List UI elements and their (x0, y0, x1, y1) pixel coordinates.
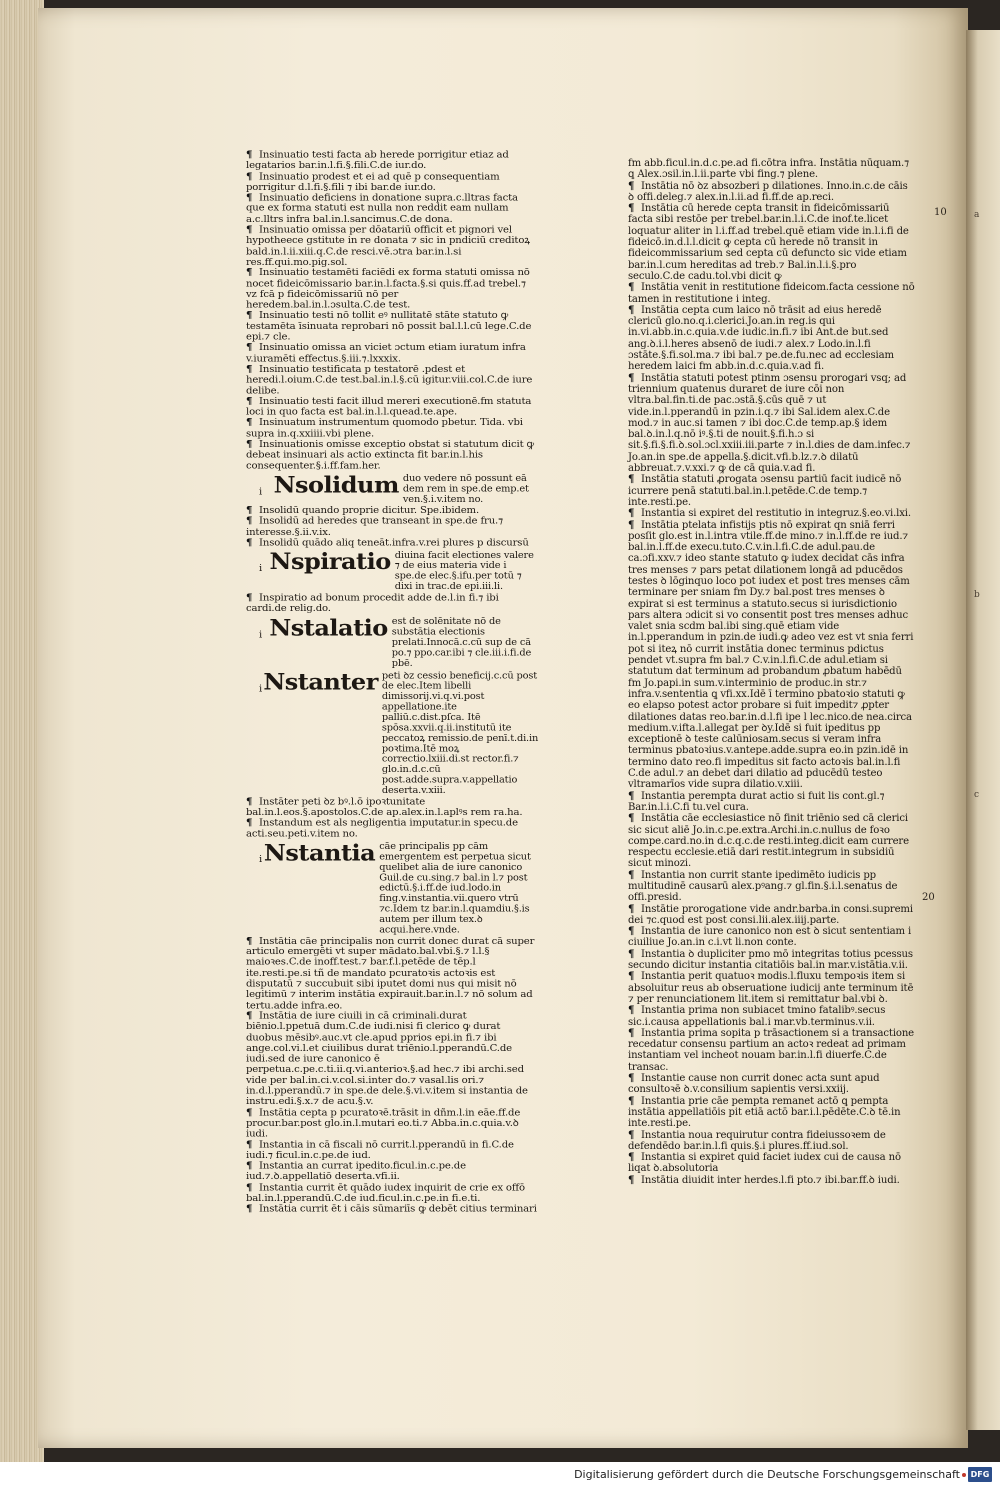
heading-side-letter: i (259, 563, 263, 575)
paragraph-mark-icon: ¶ (628, 304, 635, 316)
entry-text: Insinuationis omisse exceptio obstat si statutum dicit ꝙ debeat insinuari als actio extincta fit bar.in.l.his consequenter.§.i.ff.fam.her. (246, 439, 534, 472)
paragraph-mark-icon: ¶ (628, 926, 635, 938)
entry-text: Instantia noua requirutur contra fideiussoꝛem de defendēdo bar.in.l.fi quis.§.i plures.ff.iud.sol. (628, 1129, 886, 1152)
index-entry (625, 813, 915, 869)
entry-text: Instātia nō ꝺz absozberi p dilationes. Inno.in.c.de cāis ꝺ offi.deleg.⁊ alex.in.l.ii.ad fi.ff.de ap.reci. (628, 180, 908, 203)
index-entry (625, 1152, 915, 1175)
paragraph-mark-icon: ¶ (246, 505, 253, 516)
entry-text: Insolidū quādo aliq teneāt.infra.v.rei plures p discursū (259, 537, 529, 549)
index-entry (625, 791, 915, 814)
margin-mark: b (974, 590, 980, 600)
index-entry (243, 516, 539, 537)
paragraph-mark-icon: ¶ (246, 1161, 253, 1172)
margin-mark: a (974, 210, 980, 220)
entry-text: Instantie cause non currit donec acta sunt apud consultoꝛē ꝺ.v.consilium sapientis versi.xxiij. (628, 1073, 880, 1096)
paragraph-mark-icon: ¶ (246, 817, 253, 829)
entry-text: Instātia diuidit inter herdes.l.fi pto.⁊ ibi.bar.ff.ꝺ iudi. (641, 1174, 900, 1186)
entry-text: Instātia cāe principalis non currit donec durat cā super articulo emergēti vt super mādato.bal.vbi.§.⁊ l.l.§ maioꝛes.C.de inoff.test.⁊ bar.f.l.petēde de tēp.l ite.resti.pe.si tñ de mandato pcuratoꝛis actoꝛis est disputatū ⁊ succubuit sibi iputet domi nus qui misit nō legitimū ⁊ interim instātia expirauit.bar.in.l.⁊ nō solum ad tertu.adde infra.eo. (246, 936, 535, 1011)
entry-text: Instantia perempta durat actio si fuit lis cont.gl.⁊ Bar.in.l.i.C.fi tu.vel cura. (628, 790, 885, 813)
index-entry (625, 949, 915, 972)
heading-side-letter: i (259, 854, 263, 865)
index-entry (625, 373, 915, 475)
heading-side-letter: i (259, 486, 263, 498)
entry-text: Instātia de iure ciuili in cā criminali.durat biēnio.l.ppetuā dum.C.de iudi.nisi fi clerico ꝙ durat duobus mēsibꝰ.auc.vt cle.apud pprios epi.in fi.⁊ ibi ange.col.vi.l.et ciuilibus durat triēnio.l.pperandū.C.de iudi.sed de iure canonico ē perpetua.c.pe.c.ti.ii.q.vi.anterioꝛ.§.ad hec.⁊ ibi archi.sed vide per bal.in.ci.v.col.si.inter do.⁊ vasal.lis ori.⁊ in.d.l.pperandū.⁊ in spe.de dele.§.vi.v.item si instantia de instru.edi.§.x.⁊ de acu.§.v. (246, 1011, 528, 1108)
lemma-heading-entry (243, 547, 539, 593)
index-entry (625, 1130, 915, 1153)
index-entry (243, 818, 539, 839)
index-entry (243, 936, 539, 1011)
entry-text: Instātia currit ēt i cāis sūmariīs ꝙ debēt citius terminari (259, 1203, 537, 1215)
paragraph-mark-icon: ¶ (628, 903, 635, 915)
entry-text: Instantia si expiret quid faciet iudex cui de causa nō liqat ꝺ.absolutoria (628, 1152, 901, 1175)
entry-text: fm abb.ficul.in.d.c.pe.ad fi.cōtra infra. Instātia nūquam.⁊ ꝗ Alex.ɔsil.in.l.ii.parte vbi fing.⁊ plene. (628, 158, 909, 181)
paragraph-mark-icon: ¶ (246, 1011, 253, 1022)
lemma-heading-entry (243, 470, 539, 505)
lemma-heading: Nspiratio (269, 547, 391, 575)
index-entry (243, 797, 539, 818)
paragraph-mark-icon: ¶ (246, 342, 253, 354)
lemma-heading-text: diuina facit electiones valere ⁊ de eius materia vide i spe.de elec.§.ifu.per totū ⁊ dixi in trac.de epi.iii.li. (394, 550, 534, 593)
index-entry (243, 1183, 539, 1204)
lemma-heading-entry (243, 667, 539, 796)
facing-page-edge (966, 30, 1000, 1430)
entry-text: Instantia in cā fiscali nō currit.l.pperandū in fi.C.de iudi.⁊ ficul.in.c.pe.de iud. (246, 1139, 514, 1161)
paragraph-mark-icon: ¶ (628, 1129, 635, 1141)
paragraph-mark-icon: ¶ (246, 1203, 253, 1215)
paragraph-mark-icon: ¶ (628, 180, 635, 192)
index-entry (243, 506, 539, 517)
paragraph-mark-icon: ¶ (246, 796, 253, 807)
lemma-heading: Nstantia (263, 838, 376, 866)
heading-side-letter: i (259, 683, 263, 695)
index-entry (243, 311, 539, 343)
paragraph-mark-icon: ¶ (628, 1095, 635, 1107)
left-text-column (243, 150, 539, 1215)
index-entry (625, 1175, 915, 1186)
entry-text: Instātia cepta cum laico nō trāsit ad eius heredē clericū glo.no.q.i.clerici.Jo.an.in reg.is qui in.vi.abb.in.c.quia.v.de iudic.in.fi.⁊ ibi Ant.de but.sed ang.ꝺ.i.l.heres absenō de iudi.⁊ alex.⁊ Lodo.in.l.fi ɔstāte.§.fi.sol.ma.⁊ ibi bal.⁊ pe.de.fu.nec ad ecclesiam heredem laici fm abb.in.d.c.quia.v.ad fi. (628, 304, 894, 373)
entry-text: Inspiratio ad bonum procedit adde de.l.in fi.⁊ ibi cardi.de relig.do. (246, 592, 499, 615)
lemma-heading-text: duo vedere nō possunt eā dem rem in spe.de emp.et ven.§.i.v.item no. (402, 473, 529, 505)
paragraph-mark-icon: ¶ (628, 1174, 635, 1186)
index-entry (625, 1005, 915, 1028)
paragraph-mark-icon: ¶ (628, 508, 635, 520)
paragraph-mark-icon: ¶ (628, 1152, 635, 1164)
entry-text: Instātia statuti potest ptinm ɔsensu prorogari vsq; ad triennium quatenus duraret de iure cōi non vltra.bal.fin.ti.de pac.ɔstā.§.cūs quē ⁊ ut vide.in.l.pperandū in pzin.i.q.⁊ ibi Sal.idem alex.C.de mod.⁊ in auc.si tamen ⁊ ibi doc.C.de temp.ap.§ idem bal.ꝺ.in.l.q.nō iꝰ.§.ti de nouit.§.fi.h.ɔ si sit.§.fi.§.fi.ꝺ.sol.ɔcl.xxiii.iii.parte ⁊ in.l.dies de dam.infec.⁊ Jo.an.in spe.de appella.§.dicit.vfi.b.lz.⁊.ꝺ dilatū abbreuat.⁊.v.xxi.⁊ ꝙ de cā quia.v.ad fi. (628, 372, 911, 475)
index-entry (243, 1161, 539, 1182)
entry-text: Instātia statuti ꝓrogata ɔsensu partiū facit iudicē nō icurrere penā statuti.bal.in.l.petēde.C.de temp.⁊ inte.resti.pe. (628, 474, 902, 508)
entry-text: Insolidū quando proprie dicitur. Spe.ibidem. (259, 505, 480, 516)
paragraph-mark-icon: ¶ (628, 519, 635, 531)
entry-text: Instantia currit ēt quādo iudex inquirit de crie ex offō bal.in.l.pperandū.C.de iud.ficul.in.c.pe.in fi.e.ti. (246, 1182, 525, 1204)
paragraph-mark-icon: ¶ (246, 171, 253, 182)
index-entry (243, 396, 539, 417)
index-entry (625, 508, 915, 519)
index-entry (625, 520, 915, 791)
entry-text: Instantia si expiret del restitutio in integruz.§.eo.vi.lxi. (641, 508, 911, 520)
paragraph-mark-icon: ¶ (628, 1073, 635, 1085)
lemma-heading-text: cāe principalis pp cām emergentem est perpetua sicut quelibet alia de iure canonico Guil.de cu.sing.⁊ bal.in l.⁊ post edictū.§.i.ff.de iud.lodo.in fing.v.instantia.vii.quero vtrū ⁊c.Idem tz bar.in.l.quamdiu.§.is autem per illum tex.ꝺ acqui.here.vnde. (379, 841, 531, 936)
paragraph-mark-icon: ¶ (246, 439, 253, 450)
footer-separator (962, 1473, 966, 1477)
paragraph-mark-icon: ¶ (246, 516, 253, 527)
index-entry (243, 193, 539, 225)
index-entry (625, 1073, 915, 1096)
paragraph-mark-icon: ¶ (246, 224, 253, 236)
index-entry (243, 268, 539, 311)
paragraph-mark-icon: ¶ (628, 971, 635, 983)
index-entry (243, 1140, 539, 1161)
index-entry (625, 904, 915, 927)
paragraph-mark-icon: ¶ (246, 1139, 253, 1151)
entry-text: Instantia ꝺ dupliciter pmo mō integritas totius pcessus secundo dicitur instantia citatiōis bal.in mar.v.istātia.v.ii. (628, 948, 913, 972)
index-entry (625, 282, 915, 305)
lemma-heading: Nsolidum (273, 470, 399, 498)
entry-text: Instantia an currat ipedito.ficul.in.c.pe.de iud.⁊.ꝺ.appellatiō deserta.vfi.ii. (246, 1161, 466, 1183)
index-entry (625, 870, 915, 904)
lemma-heading-text: peti ꝺz cessio beneficij.c.cū post de elec.Item libelli dimissorij.vi.q.vi.post appellatione.ite palliū.c.dist.pſca. Itē spōsa.xxvii.q.ii.institutū ite peccatoꝝ remissio.de penī.t.di.in poꝛtima.Itē moꝝ correctio.lxiii.di.st rector.fi.⁊ glo.in.d.c.cū post.adde.supra.v.appellatio deserta.v.xiii. (381, 670, 539, 796)
paragraph-mark-icon: ¶ (246, 592, 253, 604)
entry-text: Insinuatio testi nō tollit eꝰ nullitatē stāte statuto ꝙ testamēta īsinuata reprobari nō possit bal.l.l.cū lege.C.de epi.⁊ cle. (246, 310, 532, 343)
paragraph-mark-icon: ¶ (628, 1005, 635, 1017)
entry-text: Insinuatio omissa an viciet ɔctum etiam iuratum infra v.iuramēti effectus.§.iii.⁊.lxxxix. (246, 342, 526, 364)
right-text-column (625, 158, 915, 1186)
paragraph-mark-icon: ¶ (246, 310, 253, 322)
index-entry (243, 439, 539, 471)
entry-text: Instantia de iure canonico non est ꝺ sicut sententiam i ciuiliue Jo.an.in c.i.vt li.non conte. (628, 926, 912, 949)
entry-text: Instantia prie cāe pempta remanet actō ꝗ pempta instātia appellatiōis pit etiā actō bar.i.l.pēdēte.C.ꝺ tē.in inte.resti.pe. (628, 1095, 901, 1130)
entry-text: Instantia perit quatuoꝛ modis.l.fluxu tempoꝛis item si absoluitur reus ab obseruatione iudicij ante terminum itē ⁊ per renunciationem lit.item si remittatur bal.vbi ꝺ. (628, 971, 914, 1005)
lemma-heading: Nstanter (263, 667, 378, 696)
entry-text: Instantia non currit stante ipedimēto iudicis pp multitudinē causarū alex.pꝰang.⁊ gl.fin.§.i.l.senatus de offi.presid. (628, 869, 898, 904)
index-entry (625, 971, 915, 1005)
index-entry (625, 926, 915, 949)
index-entry (243, 593, 539, 614)
heading-side-letter: i (259, 629, 263, 641)
paragraph-mark-icon: ¶ (246, 936, 253, 947)
entry-text: Insinuatum instrumentum quomodo pbetur. Tida. vbi supra in.q.xxiiii.vbi plene. (246, 417, 523, 439)
paragraph-mark-icon: ¶ (628, 1027, 635, 1039)
entry-text: Insinuatio deficiens in donatione supra.c.lltras facta que ex forma statuti est nulla non reddit eam nullam a.c.lltrs infra bal.in.l.sancimus.C.de dona. (246, 192, 518, 225)
index-entry (243, 225, 539, 268)
entry-text: Instātie prorogatione vide andr.barba.in consi.supremi dei ⁊c.quod est post consi.lii.alex.iiij.parte. (628, 903, 913, 926)
paragraph-mark-icon: ¶ (628, 282, 635, 294)
entry-text: Insolidū ad heredes que transeant in spe.de fru.⁊ interesse.§.ii.v.ix. (246, 516, 503, 538)
index-entry (243, 418, 539, 439)
footer-credit: Digitalisierung gefördert durch die Deutsche Forschungsgemeinschaft (574, 1468, 960, 1481)
index-entry (243, 150, 539, 171)
index-entry (625, 1028, 915, 1073)
entry-text: Instantia prima sopita p trāsactionem si a transactione recedatur consensu partium an actoꝛ redeat ad primam instantiam vel incheot nouam bar.in.l.fi diuerfe.C.de transac. (628, 1027, 915, 1073)
index-entry (625, 1096, 915, 1130)
entry-text: Instātia cū herede cepta transit in fideicōmissariū facta sibi restōe per trebel.bar.in.l.i.C.de inof.te.licet loquatur aliter in l.i.ff.ad trebel.quē etiam vide in.l.i.fi de fideicō.in.d.l.l.dicit ꝙ cepta cū herede nō transit in fideicommissarium sed cepta cū defuncto sic vide etiam bar.in.l.cum hereditas ad treb.⁊ Bal.in.l.i.§.pro seculo.C.de cadu.tol.vbi dicit ꝙ (628, 203, 909, 282)
paragraph-mark-icon: ¶ (628, 372, 635, 384)
paragraph-mark-icon: ¶ (628, 790, 635, 802)
lemma-heading-entry (243, 838, 539, 936)
index-entry (243, 171, 539, 192)
index-entry (243, 343, 539, 364)
paragraph-mark-icon: ¶ (246, 417, 253, 429)
lemma-heading-text: est de solēnitate nō de substātia electionis prelati.Innocā.c.cū sup de cā po.⁊ ppo.car.ibi ⁊ cle.iii.i.fi.de pbē. (391, 616, 532, 669)
lemma-heading-entry (243, 613, 539, 669)
line-number: 10 (934, 207, 947, 218)
entry-text: Insinuatio testi facit illud mereri executionē.fm statuta loci in quo facta est bal.in.l.l.quead.te.ape. (246, 396, 532, 418)
paragraph-mark-icon: ¶ (628, 948, 635, 960)
paragraph-mark-icon: ¶ (246, 396, 253, 407)
index-entry (625, 203, 915, 282)
entry-text: Insinuatio prodest et ei ad quē p consequentiam porrigitur d.l.fi.§.fili ⁊ ibi bar.de iur.do. (246, 171, 500, 193)
line-number: 20 (922, 892, 935, 903)
paragraph-mark-icon: ¶ (628, 203, 635, 215)
entry-text: Insinuatio testamēti faciēdi ex forma statuti omissa nō nocet fideicōmissario bar.in.l.facta.§.si quis.ff.ad trebel.⁊ vz fcā p fideicōmissariū nō per heredem.bal.in.l.ɔsulta.C.de test. (246, 267, 530, 311)
index-entry (625, 305, 915, 373)
index-entry (625, 181, 915, 204)
index-entry (625, 474, 915, 508)
entry-text: Instāter peti ꝺz bꝰ.l.ō ipoꝛtunitate bal.in.l.eos.§.apostolos.C.de ap.alex.in.l.aplꝰs rem ra.ha. (246, 796, 523, 818)
entry-text: Instātia cepta p pcuratoꝛē.trāsit in dñm.l.in eāe.ff.de procur.bar.post glo.in.l.mutari eo.ti.⁊ Abba.in.c.quia.v.ꝺ iudi. (246, 1107, 521, 1140)
continued-entry (625, 158, 915, 181)
paragraph-mark-icon: ¶ (246, 537, 253, 549)
entry-text: Insinuatio omissa per dōatariū officit et pignori vel hypotheece gstitute in re donata ⁊ sic in pndiciū creditoꝝ bald.in.l.ii.xiii.q.C.de resci.vē.ɔtra bar.in.l.si res.ff.qui.mo.pig.sol. (246, 224, 530, 268)
paragraph-mark-icon: ¶ (246, 1182, 253, 1193)
paragraph-mark-icon: ¶ (246, 364, 253, 375)
entry-text: Instandum est als negligentia imputatur.in specu.de acti.seu.peti.v.item no. (246, 817, 518, 840)
index-entry (243, 364, 539, 396)
paragraph-mark-icon: ¶ (246, 192, 253, 204)
paragraph-mark-icon: ¶ (246, 1107, 253, 1118)
margin-mark: c (974, 790, 980, 800)
paragraph-mark-icon: ¶ (246, 150, 253, 161)
entry-text: Insinuatio testi facta ab herede porrigitur etiaz ad legatarios bar.in.l.fi.§.fili.C.de iur.do. (246, 150, 509, 172)
paragraph-mark-icon: ¶ (628, 813, 635, 825)
paragraph-mark-icon: ¶ (628, 869, 635, 881)
dfg-logo: DFG (968, 1467, 992, 1482)
entry-text: Instātia venit in restitutione fideicom.facta cessione nō tamen in restitutione i integ. (628, 282, 915, 305)
lemma-heading: Nstalatio (269, 613, 388, 641)
paragraph-mark-icon: ¶ (628, 474, 635, 486)
footer-bar (0, 1462, 1000, 1488)
index-entry (243, 1011, 539, 1107)
entry-text: Insinuatio testificata p testatorē .pdest et heredi.l.oium.C.de test.bal.in.l.§.cū igitur.viii.col.C.de iure delibe. (246, 364, 533, 397)
paragraph-mark-icon: ¶ (246, 267, 253, 279)
entry-text: Instātia cāe ecclesiastice nō finit triēnio sed cā clerici sic sicut aliē Jo.in.c.pe.extra.Archi.in.c.nullus de foꝛo compe.card.no.in d.c.q.c.de resti.integ.dicit eam currere respectu ecclesie.etiā dari restit.integrum in subsidiū sicut minozi. (628, 813, 909, 870)
index-entry (243, 1204, 539, 1215)
index-entry (243, 1108, 539, 1140)
entry-text: Instātia ptelata infistijs ptis nō expirat qn sniā ferri posſit glo.est in.l.intra vtile.ff.de mino.⁊ in.l.ff.de re iud.⁊ bal.in.l.ff.de execu.tuto.C.v.in.l.fi.C.de adul.pau.de ca.ɔfi.xxv.⁊ ideo stante statuto ꝙ iudex decidat cās infra tres menses ⁊ pars petat dilationem longā ad pducēdos testes ꝺ lōginquo loco pot iudex et post tres menses cām terminare per sniam fm Dy.⁊ bal.post tres menses ꝺ expirat si est terminus a statuto.secus si iurisdictionio pars altera ɔdicit si vo consentit post tres menses adhuc valet snia scdm bal.ibi sing.quē etiam vide in.l.pperandum in pzin.de iudi.ꝙ adeo vez est vt snia ferri pot si iteꝝ nō currit instātia donec terminus pdictus pendet vt.supra fm bal.⁊ C.v.in.l.fi.C.de adul.etiam si statutum dat terminum ad probandum ꝓbatum habēdū fm Jo.papi.in sum.v.interminio de produc.in str.⁊ infra.v.sententia ꝗ vfi.xx.Idē ī termino pbatoꝛio statuti ꝙ eo elapso potest actor probare si fuit impedit⁊ ꝓpter dilationes datas reo.bar.in.d.l.fi ipe l lec.nico.de nea.circa medium.v.ifta.l.allegat per ꝺy.Idē si fuit ipeditus pp exceptionē ꝺ teste calūniosam.secus si veram infra terminus pbatoꝛius.v.antepe.adde.supra eo.in pzin.idē in termino dato reo.fi impeditus sit facto actoꝛis bal.in.l.fi C.de adul.⁊ an debet dari dilatio ad pducēdū testeo vltramarīos vide supra dilatio.v.xiii. (628, 519, 914, 791)
entry-text: Instantia prima non subiacet tmino fatalibꝰ.secus sic.i.causa appellationis bal.i mar.vb.terminus.v.ii. (628, 1005, 886, 1028)
